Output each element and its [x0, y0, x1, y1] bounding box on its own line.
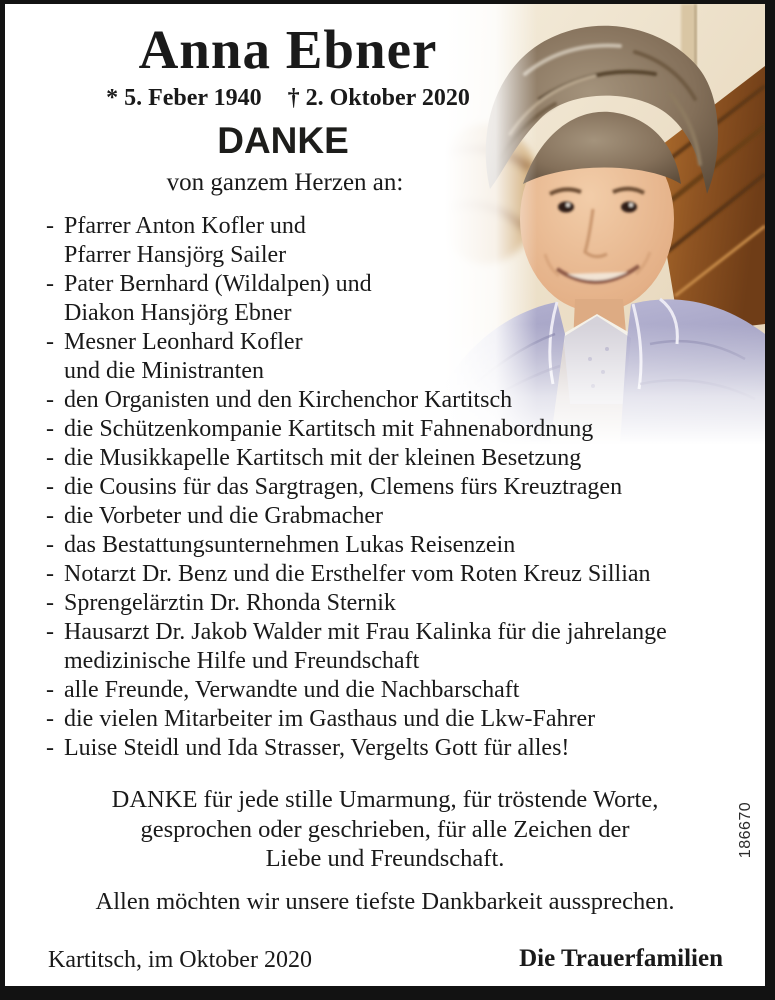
list-bullet: -	[46, 474, 54, 500]
list-item	[46, 531, 746, 560]
list-item	[46, 328, 746, 357]
list-bullet: -	[46, 735, 54, 761]
list-item	[46, 415, 746, 444]
closing-line: DANKE für jede stille Umarmung, für tröstende Worte,	[111, 786, 659, 813]
list-item	[46, 705, 746, 734]
danke-heading: DANKE	[217, 120, 349, 161]
intro-line: von ganzem Herzen an:	[166, 169, 404, 196]
page-title: Anna Ebner	[138, 19, 438, 80]
closing-line: gesprochen oder geschrieben, für alle Zeichen der	[140, 815, 630, 843]
list-bullet	[46, 357, 64, 386]
list-item	[46, 444, 746, 473]
list-item-text: den Organisten und den Kirchenchor Kartitsch	[64, 387, 513, 413]
list-bullet	[46, 299, 64, 328]
list-item-text: und die Ministranten	[64, 358, 264, 384]
list-item	[46, 502, 746, 531]
list-item	[46, 647, 746, 676]
list-bullet: -	[46, 387, 54, 413]
list-item-text: Hausarzt Dr. Jakob Walder mit Frau Kalinka für die jahrelange	[64, 619, 667, 645]
list-bullet: -	[46, 706, 54, 732]
list-item-text: Notarzt Dr. Benz und die Ersthelfer vom Roten Kreuz Sillian	[64, 561, 651, 587]
list-item	[46, 589, 746, 618]
list-item-text: die vielen Mitarbeiter im Gasthaus und die Lkw-Fahrer	[64, 706, 596, 732]
life-dates	[2, 85, 574, 112]
closing-paragraph	[5, 785, 765, 874]
gratitude-line: Allen möchten wir unsere tiefste Dankbarkeit aussprechen.	[95, 888, 675, 915]
list-item-text: die Musikkapelle Kartitsch mit der kleinen Besetzung	[64, 445, 582, 471]
list-bullet: -	[46, 561, 54, 587]
thanks-list	[46, 212, 746, 763]
list-item-text: das Bestattungsunternehmen Lukas Reisenzein	[64, 532, 516, 558]
list-item	[46, 560, 746, 589]
list-item-text: Mesner Leonhard Kofler	[64, 329, 303, 355]
list-item-text: medizinische Hilfe und Freundschaft	[64, 648, 420, 674]
list-item	[46, 357, 746, 386]
list-item	[46, 473, 746, 502]
list-bullet: -	[46, 677, 54, 703]
list-item	[46, 212, 746, 241]
list-item	[46, 299, 746, 328]
list-bullet: -	[46, 271, 54, 297]
list-item-text: Pater Bernhard (Wildalpen) und	[64, 271, 372, 297]
list-bullet: -	[46, 416, 54, 442]
signature: Die Trauerfamilien	[519, 945, 723, 972]
list-bullet: -	[46, 503, 54, 529]
list-item	[46, 734, 746, 763]
list-item	[46, 386, 746, 415]
list-item	[46, 618, 746, 647]
list-item-text: Sprengelärztin Dr. Rhonda Sternik	[64, 590, 396, 616]
list-bullet: -	[46, 213, 54, 239]
birth-date: * 5. Feber 1940	[106, 85, 262, 111]
list-item	[46, 676, 746, 705]
list-item-text: Luise Steidl und Ida Strasser, Vergelts Gott für alles!	[64, 735, 570, 761]
list-item-text: alle Freunde, Verwandte und die Nachbarschaft	[64, 677, 520, 703]
place-date: Kartitsch, im Oktober 2020	[48, 947, 312, 973]
list-bullet	[46, 647, 64, 676]
list-item	[46, 241, 746, 270]
list-item-text: die Schützenkompanie Kartitsch mit Fahnenabordnung	[64, 416, 594, 442]
list-item-text: die Vorbeter und die Grabmacher	[64, 503, 383, 529]
list-bullet: -	[46, 445, 54, 471]
list-item-text: Diakon Hansjörg Ebner	[64, 300, 292, 326]
death-date: † 2. Oktober 2020	[287, 85, 470, 111]
list-item-text: Pfarrer Anton Kofler und	[64, 213, 306, 239]
ad-number: 186670	[737, 801, 754, 859]
list-item-text: die Cousins für das Sargtragen, Clemens fürs Kreuztragen	[64, 474, 623, 500]
list-item	[46, 270, 746, 299]
list-bullet: -	[46, 619, 54, 645]
list-bullet: -	[46, 329, 54, 355]
list-bullet	[46, 241, 64, 270]
list-item-text: Pfarrer Hansjörg Sailer	[64, 242, 287, 268]
closing-line: Liebe und Freundschaft.	[265, 845, 505, 872]
list-bullet: -	[46, 590, 54, 616]
list-bullet: -	[46, 532, 54, 558]
